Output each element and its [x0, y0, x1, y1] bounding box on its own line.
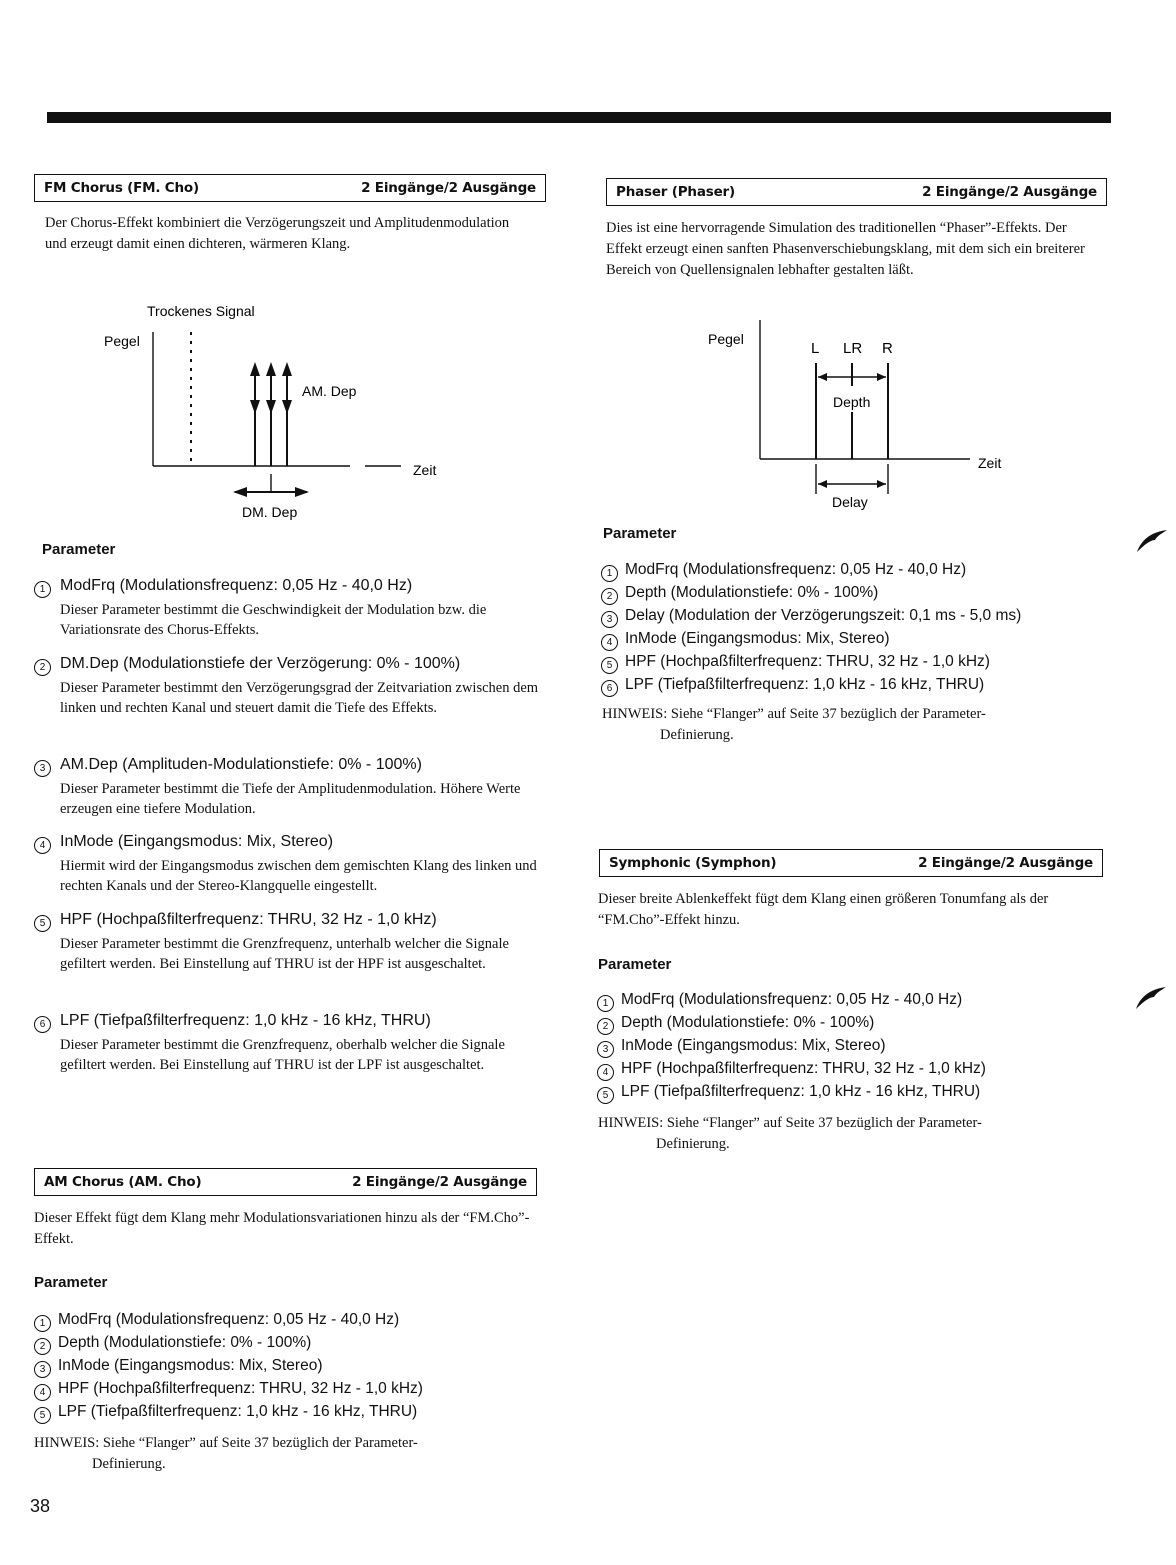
fm-chorus-heading: [34, 174, 546, 202]
sym-param-2: [597, 1012, 986, 1035]
phaser-heading: [606, 178, 1107, 206]
am-param-3: [34, 1355, 423, 1378]
am-param-1-text: ModFrq (Modulationsfrequenz: 0,05 Hz - 40,0 Hz): [58, 1311, 400, 1328]
sym-param-5: [597, 1081, 986, 1104]
fm-chorus-parameter-heading: Parameter: [42, 541, 116, 558]
symphonic-parameter-heading: Parameter: [598, 956, 672, 973]
phaser-depth-label: Depth: [833, 394, 871, 410]
phaser-param-5: [601, 651, 1021, 674]
am-chorus-parameter-heading: Parameter: [34, 1274, 108, 1291]
am-param-5-text: LPF (Tiefpaßfilterfrequenz: 1,0 kHz - 16 kHz, THRU): [58, 1403, 418, 1420]
fm-dm-dep-label: DM. Dep: [242, 504, 298, 520]
phaser-param-6: [601, 674, 1021, 697]
phaser-delay-arrow: [816, 464, 888, 494]
sym-param-3: [597, 1035, 986, 1058]
fm-param-5: [34, 909, 544, 974]
sym-param-1: [597, 989, 986, 1012]
phaser-time-label: Zeit: [978, 455, 1002, 471]
fm-level-label: Pegel: [104, 333, 140, 349]
symphonic-io: 2 Eingänge/2 Ausgänge: [918, 855, 1093, 871]
phaser-title: Phaser (Phaser): [616, 184, 735, 200]
phaser-param-4-text: InMode (Eingangsmodus: Mix, Stereo): [625, 630, 890, 647]
fm-am-dep-label: AM. Dep: [302, 383, 357, 399]
sym-param-4-num: 4: [597, 1064, 614, 1081]
fm-param-3-num: 3: [34, 760, 51, 777]
fm-param-2-desc: Dieser Parameter bestimmt den Verzögerungsgrad der Zeitvariation zwischen dem linken und rechten Kanal und steuert damit die Tiefe des Effekts.: [60, 680, 539, 716]
top-rule: [47, 112, 1111, 123]
phaser-note-line-2: Definierung.: [660, 727, 734, 743]
sym-param-3-num: 3: [597, 1041, 614, 1058]
symphonic-param-list: [597, 989, 986, 1104]
am-param-2-text: Depth (Modulationstiefe: 0% - 100%): [58, 1334, 312, 1351]
am-param-1-num: 1: [34, 1315, 51, 1332]
sym-param-2-text: Depth (Modulationstiefe: 0% - 100%): [621, 1014, 875, 1031]
am-note-line-1: HINWEIS: Siehe “Flanger” auf Seite 37 bezüglich der Parameter-: [34, 1435, 418, 1451]
phaser-note-line-1: HINWEIS: Siehe “Flanger” auf Seite 37 bezüglich der Parameter-: [602, 706, 986, 722]
am-param-2-num: 2: [34, 1338, 51, 1355]
page-number: 38: [30, 1496, 51, 1516]
fm-param-5-num: 5: [34, 915, 51, 932]
phaser-param-1: [601, 559, 1021, 582]
fm-param-4-num: 4: [34, 837, 51, 854]
margin-tab-mark-icon: [1134, 985, 1170, 1011]
am-param-5: [34, 1401, 423, 1424]
phaser-param-6-text: LPF (Tiefpaßfilterfrequenz: 1,0 kHz - 16 kHz, THRU): [625, 676, 985, 693]
phaser-param-2-num: 2: [601, 588, 618, 605]
symphonic-note-line-2: Definierung.: [656, 1136, 730, 1152]
fm-chorus-description: Der Chorus-Effekt kombiniert die Verzögerungszeit und Amplitudenmodulation und erzeugt damit einen dichteren, wärmeren Klang.: [45, 215, 510, 252]
fm-chorus-title: FM Chorus (FM. Cho): [44, 180, 199, 196]
sym-param-3-text: InMode (Eingangsmodus: Mix, Stereo): [621, 1037, 886, 1054]
fm-param-2: [34, 653, 544, 718]
fm-time-label: Zeit: [413, 462, 437, 478]
phaser-param-1-num: 1: [601, 565, 618, 582]
symphonic-heading: [599, 849, 1103, 877]
fm-param-3-desc: Dieser Parameter bestimmt die Tiefe der Amplitudenmodulation. Höhere Werte erzeugen eine tiefere Modulation.: [60, 781, 521, 817]
fm-param-6-title: LPF (Tiefpaßfilterfrequenz: 1,0 kHz - 16 kHz, THRU): [60, 1012, 431, 1029]
margin-tab-mark-icon: [1135, 528, 1171, 554]
fm-param-2-num: 2: [34, 659, 51, 676]
phaser-lr-label: LR: [843, 340, 863, 357]
fm-param-4-desc: Hiermit wird der Eingangsmodus zwischen dem gemischten Klang des linken und rechten Kanals und der Stereo-Klangquelle eingestellt.: [60, 858, 537, 894]
fm-param-3-title: AM.Dep (Amplituden-Modulationstiefe: 0% - 100%): [60, 756, 422, 773]
am-param-4-text: HPF (Hochpaßfilterfrequenz: THRU, 32 Hz - 1,0 kHz): [58, 1380, 423, 1397]
am-param-1: [34, 1309, 423, 1332]
phaser-param-5-num: 5: [601, 657, 618, 674]
phaser-param-2: [601, 582, 1021, 605]
sym-param-4-text: HPF (Hochpaßfilterfrequenz: THRU, 32 Hz - 1,0 kHz): [621, 1060, 986, 1077]
phaser-param-4-num: 4: [601, 634, 618, 651]
fm-param-1: [34, 575, 544, 640]
phaser-note: [602, 704, 986, 746]
phaser-parameter-heading: Parameter: [603, 525, 677, 542]
phaser-level-label: Pegel: [708, 331, 744, 347]
am-chorus-note: [34, 1433, 418, 1475]
sym-param-5-num: 5: [597, 1087, 614, 1104]
fm-param-4: [34, 831, 544, 896]
fm-param-5-desc: Dieser Parameter bestimmt die Grenzfrequenz, unterhalb welcher die Signale gefiltert werden. Bei Einstellung auf THRU ist der HPF ist ausgeschaltet.: [60, 936, 509, 972]
phaser-param-3-num: 3: [601, 611, 618, 628]
phaser-param-5-text: HPF (Hochpaßfilterfrequenz: THRU, 32 Hz - 1,0 kHz): [625, 653, 990, 670]
fm-dm-arrow: [233, 474, 309, 497]
fm-dry-signal-label: Trockenes Signal: [147, 303, 255, 319]
symphonic-description: Dieser breite Ablenkeffekt fügt dem Klang einen größeren Tonumfang als der “FM.Cho”-Effekt hinzu.: [598, 891, 1049, 928]
fm-param-6-desc: Dieser Parameter bestimmt die Grenzfrequenz, oberhalb welcher die Signale gefiltert werden. Bei Einstellung auf THRU ist der LPF ist ausgeschaltet.: [60, 1037, 505, 1073]
am-chorus-heading: [34, 1168, 537, 1196]
phaser-param-6-num: 6: [601, 680, 618, 697]
phaser-param-1-text: ModFrq (Modulationsfrequenz: 0,05 Hz - 40,0 Hz): [625, 561, 967, 578]
sym-param-5-text: LPF (Tiefpaßfilterfrequenz: 1,0 kHz - 16 kHz, THRU): [621, 1083, 981, 1100]
am-param-4-num: 4: [34, 1384, 51, 1401]
fm-param-6: [34, 1010, 544, 1075]
phaser-lines: [816, 363, 888, 459]
phaser-delay-label: Delay: [832, 494, 868, 510]
fm-param-1-title: ModFrq (Modulationsfrequenz: 0,05 Hz - 40,0 Hz): [60, 577, 413, 594]
am-chorus-title: AM Chorus (AM. Cho): [44, 1174, 202, 1190]
symphonic-note-line-1: HINWEIS: Siehe “Flanger” auf Seite 37 bezüglich der Parameter-: [598, 1115, 982, 1131]
am-chorus-io: 2 Eingänge/2 Ausgänge: [352, 1174, 527, 1190]
phaser-l-label: L: [811, 340, 820, 357]
am-chorus-description: Dieser Effekt fügt dem Klang mehr Modulationsvariationen hinzu als der “FM.Cho”-Effekt.: [34, 1210, 530, 1247]
am-chorus-param-list: [34, 1309, 423, 1424]
sym-param-4: [597, 1058, 986, 1081]
symphonic-note: [598, 1113, 982, 1155]
sym-param-2-num: 2: [597, 1018, 614, 1035]
am-param-3-text: InMode (Eingangsmodus: Mix, Stereo): [58, 1357, 323, 1374]
sym-param-1-num: 1: [597, 995, 614, 1012]
fm-param-4-title: InMode (Eingangsmodus: Mix, Stereo): [60, 833, 334, 850]
phaser-description: Dies ist eine hervorragende Simulation des traditionellen “Phaser”-Effekts. Der Effekt erzeugt einen sanften Phasenverschiebungsklang, mit dem sich ein breiterer Bereich von Quellensignalen lebhafter gestalten läßt.: [606, 220, 1085, 278]
phaser-param-list: [601, 559, 1021, 697]
phaser-param-3: [601, 605, 1021, 628]
am-note-line-2: Definierung.: [92, 1456, 166, 1472]
am-param-2: [34, 1332, 423, 1355]
symphonic-title: Symphonic (Symphon): [609, 855, 777, 871]
fm-param-1-num: 1: [34, 581, 51, 598]
fm-param-3: [34, 754, 544, 819]
phaser-r-label: R: [882, 340, 893, 357]
phaser-io: 2 Eingänge/2 Ausgänge: [922, 184, 1097, 200]
fm-param-1-desc: Dieser Parameter bestimmt die Geschwindigkeit der Modulation bzw. die Variationsrate des Chorus-Effekts.: [60, 602, 487, 638]
fm-param-5-title: HPF (Hochpaßfilterfrequenz: THRU, 32 Hz - 1,0 kHz): [60, 911, 437, 928]
fm-param-6-num: 6: [34, 1016, 51, 1033]
phaser-param-3-text: Delay (Modulation der Verzögerungszeit: 0,1 ms - 5,0 ms): [625, 607, 1022, 624]
am-param-3-num: 3: [34, 1361, 51, 1378]
fm-param-2-title: DM.Dep (Modulationstiefe der Verzögerung: 0% - 100%): [60, 655, 461, 672]
am-param-4: [34, 1378, 423, 1401]
am-param-5-num: 5: [34, 1407, 51, 1424]
fm-am-arrows: [250, 362, 292, 466]
phaser-param-4: [601, 628, 1021, 651]
fm-chorus-diagram: [95, 298, 455, 528]
sym-param-1-text: ModFrq (Modulationsfrequenz: 0,05 Hz - 40,0 Hz): [621, 991, 963, 1008]
phaser-diagram: [700, 318, 1020, 518]
phaser-param-2-text: Depth (Modulationstiefe: 0% - 100%): [625, 584, 879, 601]
fm-chorus-io: 2 Eingänge/2 Ausgänge: [361, 180, 536, 196]
